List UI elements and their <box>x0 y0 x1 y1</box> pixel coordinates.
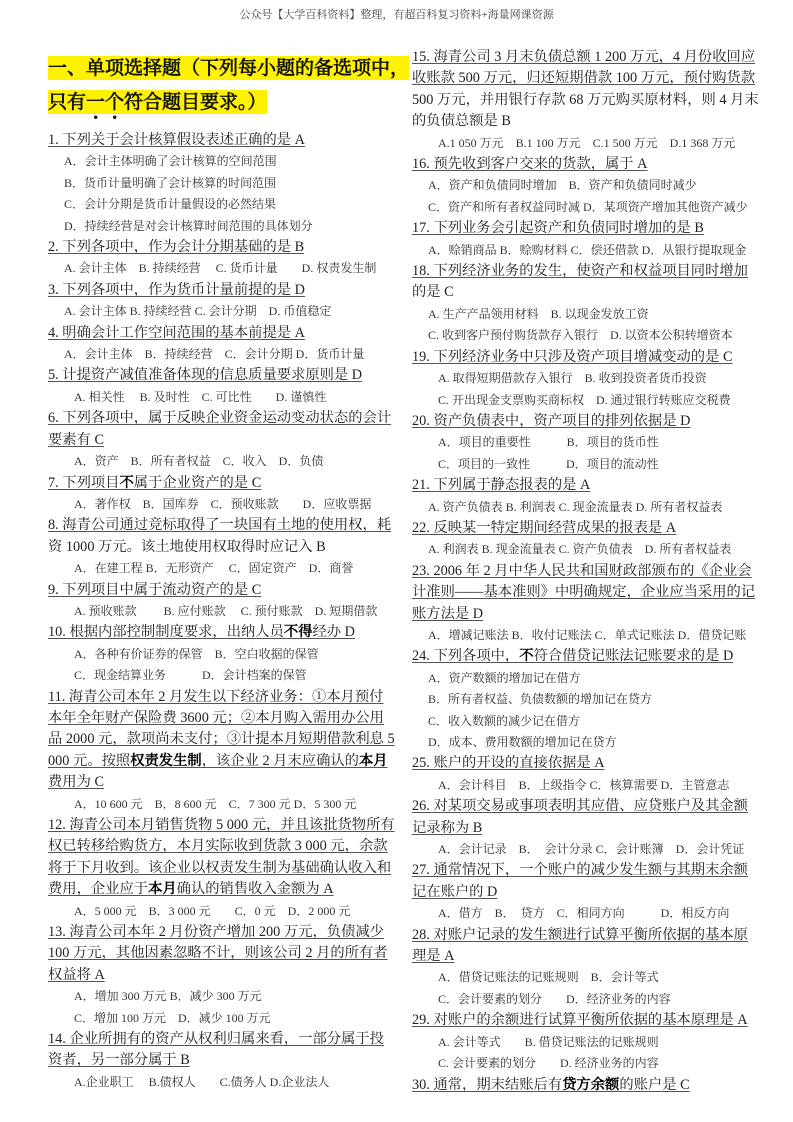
stem-text: 11. 海青公司本年 2 月发生以下经济业务：①本月预付 <box>48 688 384 705</box>
question-stem-line <box>48 473 393 494</box>
answer-options-line: A．在建工程 B．无形资产 C．固定资产 D．商誉 <box>74 561 354 576</box>
question-stem-line <box>412 925 757 946</box>
question-item <box>412 518 757 561</box>
question-stem-line <box>412 860 757 881</box>
question-stem-line <box>412 218 757 239</box>
question-item <box>48 280 393 323</box>
question-stem-line <box>48 515 393 536</box>
question-stem-line <box>412 475 757 496</box>
question-stem-line <box>412 882 757 903</box>
question-stem-line <box>412 946 757 967</box>
question-item <box>48 473 393 516</box>
question-item <box>48 687 393 815</box>
question-list <box>412 47 757 1096</box>
question-item <box>412 796 757 860</box>
answer-options-line: A. 会计主体 B. 持续经营 C. 货币计量 D. 权责发生制 <box>64 261 377 276</box>
answer-options-line: A. 会计主体 B. 持续经营 C. 会计分期 D. 币值稳定 <box>64 304 332 319</box>
stem-text: 经办 D <box>312 624 355 641</box>
question-stem-line <box>412 411 757 432</box>
title-emphasis-text: 一个 <box>86 91 125 113</box>
stem-text: 符合借贷记账法记账要求的是 D <box>533 648 734 665</box>
question-item <box>48 1029 393 1093</box>
answer-options-line: A.1 050 万元 B.1 100 万元 C.1 500 万元 D.1 368 万元 <box>438 135 736 150</box>
section-title <box>48 52 410 120</box>
question-stem-line <box>48 751 393 772</box>
stem-text: 25. 账户的开设的直接依据是 A <box>412 755 605 772</box>
question-stem-line <box>48 708 393 729</box>
question-stem-line <box>48 729 393 750</box>
title-text: 符合题目要求。） <box>124 91 267 113</box>
answer-options-line: A. 利润表 B. 现金流量表 C. 资产负债表 D. 所有者权益表 <box>428 542 732 557</box>
question-stem-line <box>48 943 393 964</box>
answer-options-line: A．会计记录 B． 会计分录 C．会计账簿 D．会计凭证 <box>438 842 745 857</box>
question-stem-line <box>412 753 757 774</box>
title-text: 只有 <box>48 91 87 113</box>
stem-text: 10. 根据内部控制制度要求，出纳人员 <box>48 624 284 641</box>
stem-text: 2. 下列各项中，作为会计分期基础的是 B <box>48 239 305 256</box>
answer-options-line: A．借方 B． 贷方 C．相同方向 D．相反方向 <box>438 906 730 921</box>
stem-text: 15. 海青公司 3 月末负债总额 1 200 万元，4 月份收回应 <box>412 49 756 65</box>
question-item <box>48 580 393 623</box>
page-header-watermark: 公众号【大学百科资料】整理，有超百科复习资料+海量网课资源 <box>239 9 554 21</box>
emphasized-text: 本月 <box>148 881 177 898</box>
question-stem-line <box>48 687 393 708</box>
stem-text: 7. 下列项目 <box>48 474 120 491</box>
stem-text: 14. 企业所拥有的资产从权利归属来看，一部分属于投 <box>48 1031 384 1048</box>
answer-options-line: A．赊销商品 B．赊购材料 C．偿还借款 D．从银行提取现金 <box>428 242 747 257</box>
stem-text: 的负债总额是 B <box>412 113 511 130</box>
stem-text: 收账款 500 万元，归还短期借款 100 万元，预付购货款 <box>412 70 756 87</box>
stem-text: 3. 下列各项中，作为货币计量前提的是 D <box>48 281 305 298</box>
stem-text: 000 元。按照 <box>48 752 131 769</box>
answer-options-line: D．持续经营是对会计核算时间范围的具体划分 <box>64 218 313 233</box>
question-stem-line <box>48 580 393 601</box>
question-item <box>412 753 757 796</box>
answer-options-line: A．会计主体 B．持续经营 C．会计分期 D．货币计量 <box>64 347 365 362</box>
answer-options-line: A．增加 300 万元 B．减少 300 万元 <box>74 989 262 1004</box>
stem-text: 28. 对账户记录的发生额进行试算平衡所依据的基本原 <box>412 926 748 943</box>
stem-text: 资 1000 万元。该土地使用权取得时应记入 B <box>48 538 326 555</box>
stem-text: 将于下月收到。该企业以权责发生制为基础确认收入和 <box>48 859 392 876</box>
answer-options-line: A.企业职工 B.债权人 C.债务人 D.企业法人 <box>74 1074 330 1089</box>
answer-options-line: C．资产和所有者权益同时减 D．某项资产增加其他资产减少 <box>428 199 748 214</box>
question-stem-line <box>412 111 757 132</box>
question-item <box>412 347 757 411</box>
emphasized-text: 不 <box>519 648 534 665</box>
stem-text: 5. 计提资产减值准备体现的信息质量要求原则是 D <box>48 367 363 384</box>
question-stem-line <box>48 365 393 386</box>
question-stem-line <box>48 130 393 151</box>
question-stem-line <box>412 604 757 625</box>
question-item <box>48 922 393 1029</box>
question-stem-line <box>48 537 393 558</box>
stem-text: 29. 对账户的余额进行试算平衡所依据的基本原理是 A <box>412 1012 748 1029</box>
stem-text: ，该企业 2 月末应确认的 <box>201 752 359 769</box>
question-item <box>412 561 757 647</box>
emphasized-text: 本月 <box>358 752 388 769</box>
stem-text: 费用为 C <box>48 774 105 791</box>
answer-options-line: C．收入数额的减少记在借方 <box>428 713 581 728</box>
question-stem-line <box>48 430 393 451</box>
stem-text: 26. 对某项交易或事项表明其应借、应贷账户及其金额 <box>412 798 748 815</box>
question-item <box>412 646 757 753</box>
question-stem-line <box>48 1050 393 1071</box>
section-title-line1: 一、单项选择题（下列每小题的备选项中， <box>48 57 410 79</box>
stem-text: 12. 海青公司本月销售货物 5 000 元，并且该批货物所有 <box>48 817 395 833</box>
question-stem-line <box>412 47 757 68</box>
answer-options-line: C. 会计要素的划分 D. 经济业务的内容 <box>438 1056 659 1071</box>
question-item <box>48 622 393 686</box>
stem-text: 18. 下列经济业务的发生，使资产和权益项目同时增加 <box>412 263 748 280</box>
question-stem-line <box>48 237 393 258</box>
question-item <box>412 261 757 347</box>
stem-text: 权益将 A <box>48 966 105 983</box>
answer-options-line: A. 生产产品领用材料 B. 以现金发放工资 <box>428 306 649 321</box>
question-stem-line <box>412 68 757 89</box>
question-stem-line <box>48 858 393 879</box>
answer-options-line: A．10 600 元 B．8 600 元 C．7 300 元 D．5 300 元 <box>74 796 357 811</box>
stem-text: 理是 A <box>412 948 455 965</box>
stem-text: 品 2000 元，款项尚未支付；③计提本月短期借款利息 5 <box>48 731 395 748</box>
question-stem-line <box>412 347 757 368</box>
answer-options-line: C. 收到客户预付购货款存入银行 D. 以资本公积转增资本 <box>428 328 733 343</box>
answer-options-line: C．项目的一致性 D．项目的流动性 <box>438 456 659 471</box>
question-item <box>412 860 757 924</box>
answer-options-line: A．会计科目 B．上级指令 C．核算需要 D．主管意志 <box>438 777 730 792</box>
stem-text: 17. 下列业务会引起资产和负债同时增加的是 B <box>412 220 704 237</box>
answer-options-line: A．资产和负债同时增加 B．资产和负债同时减少 <box>428 178 697 193</box>
stem-text: 费用，企业应于 <box>48 881 149 898</box>
question-item <box>48 365 393 408</box>
answer-options-line: B．货币计量明确了会计核算的时间范围 <box>64 175 277 190</box>
question-stem-line <box>412 154 757 175</box>
question-stem-line <box>412 90 757 111</box>
stem-text: 要素有 C <box>48 431 105 448</box>
question-item <box>412 154 757 218</box>
question-stem-line <box>48 772 393 793</box>
question-item <box>412 1075 757 1096</box>
stem-text: 16. 预先收到客户交来的货款，属于 A <box>412 156 648 173</box>
question-stem-line <box>48 815 393 836</box>
question-stem-line <box>412 646 757 667</box>
question-stem-line <box>48 622 393 643</box>
question-stem-line <box>48 879 393 900</box>
emphasized-text: 不 <box>119 474 134 491</box>
stem-text: 账方法是 D <box>412 605 484 622</box>
question-stem-line <box>48 1029 393 1050</box>
right-column <box>412 47 757 1096</box>
answer-options-line: A. 取得短期借款存入银行 B. 收到投资者货币投资 <box>438 371 707 386</box>
emphasized-text: 不得 <box>283 624 313 641</box>
question-item <box>412 411 757 475</box>
question-stem-line <box>48 280 393 301</box>
stem-text: 属于企业资产的是 C <box>133 474 262 491</box>
question-stem-line <box>412 818 757 839</box>
stem-text: 19. 下列经济业务中只涉及资产项目增减变动的是 C <box>412 348 733 365</box>
stem-text: 计准则——基本准则》中明确规定，企业应当采用的记 <box>412 584 756 601</box>
answer-options-line: A. 相关性 B. 及时性 C. 可比性 D. 谨慎性 <box>74 389 327 404</box>
answer-options-line: B．所有者权益、负债数额的增加记在贷方 <box>428 692 653 707</box>
answer-options-line: A. 资产负债表 B. 利润表 C. 现金流量表 D. 所有者权益表 <box>428 499 723 514</box>
stem-text: 确认的销售收入金额为 A <box>176 881 334 898</box>
stem-text: 500 万元，并用银行存款 68 万元购买原材料，则 4 月末 <box>412 91 759 108</box>
stem-text: 27. 通常情况下，一个账户的减少发生额与其期末余额 <box>412 862 748 879</box>
question-stem-line <box>48 323 393 344</box>
answer-options-line: A．5 000 元 B．3 000 元 C．0 元 D．2 000 元 <box>74 903 351 918</box>
answer-options-line: C．增加 100 万元 D．减少 100 万元 <box>74 1010 271 1025</box>
answer-options-line: A．资产 B．所有者权益 C．收入 D．负债 <box>74 454 324 469</box>
section-title-line2 <box>48 90 267 114</box>
stem-text: 9. 下列项目中属于流动资产的是 C <box>48 581 262 598</box>
stem-text: 1. 下列关于会计核算假设表述正确的是 A <box>48 132 305 148</box>
question-list <box>48 130 393 1093</box>
question-stem-line <box>412 518 757 539</box>
question-stem-line <box>48 836 393 857</box>
answer-options-line: A．会计主体明确了会计核算的空间范围 <box>64 154 277 169</box>
question-item <box>412 925 757 1011</box>
stem-text: 23. 2006 年 2 月中华人民共和国财政部颁布的《企业会 <box>412 562 752 579</box>
question-stem-line <box>48 965 393 986</box>
stem-text: 100 万元，其他因素忽略不计，则该公司 2 月的所有者 <box>48 945 388 962</box>
stem-text: 8. 海青公司通过竞标取得了一块国有土地的使用权，耗 <box>48 517 392 534</box>
stem-text: 记录称为 B <box>412 819 483 836</box>
stem-text: 6. 下列各项中，属于反映企业资金运动变动状态的会计 <box>48 410 392 427</box>
left-column <box>48 52 410 1093</box>
question-stem-line <box>48 408 393 429</box>
question-stem-line <box>412 561 757 582</box>
question-stem-line <box>412 282 757 303</box>
answer-options-line: C．现金结算业务 D．会计档案的保管 <box>74 668 307 683</box>
question-stem-line <box>412 261 757 282</box>
question-item <box>412 1010 757 1074</box>
stem-text: 的账户是 C <box>619 1076 690 1093</box>
stem-text: 24. 下列各项中， <box>412 648 520 665</box>
answer-options-line: A．增减记账法 B．收付记账法 C．单式记账法 D．借贷记账 <box>428 627 747 642</box>
answer-options-line: C．会计分期是货币计量假设的必然结果 <box>64 197 277 212</box>
question-item <box>412 47 757 154</box>
question-item <box>412 475 757 518</box>
stem-text: 记在账户的 D <box>412 883 498 900</box>
answer-options-line: A．项目的重要性 B．项目的货币性 <box>438 435 659 450</box>
stem-text: 资者，另一部分属于 B <box>48 1052 190 1069</box>
question-stem-line <box>412 582 757 603</box>
stem-text: 的是 C <box>412 284 454 301</box>
answer-options-line: A．资产数额的增加记在借方 <box>428 670 581 685</box>
question-stem-line <box>412 1010 757 1031</box>
answer-options-line: A. 会计等式 B. 借贷记账法的记账规则 <box>438 1034 659 1049</box>
emphasized-text: 权责发生制 <box>130 752 202 769</box>
question-item <box>48 515 393 579</box>
question-item <box>48 815 393 922</box>
emphasized-text: 贷方余额 <box>562 1076 620 1093</box>
answer-options-line: A．各种有价证券的保管 B．空白收据的保管 <box>74 646 319 661</box>
stem-text: 30. 通常，期末结账后有 <box>412 1076 563 1093</box>
question-item <box>48 130 393 237</box>
question-item <box>48 408 393 472</box>
stem-text: 20. 资产负债表中，资产项目的排列依据是 D <box>412 412 691 429</box>
stem-text: 21. 下列属于静态报表的是 A <box>412 477 591 494</box>
answer-options-line: A．借贷记账法的记账规则 B．会计等式 <box>438 970 659 985</box>
answer-options-line: D．成本、费用数额的增加记在贷方 <box>428 735 617 749</box>
stem-text: 权已转移给购货方，本月实际收到货款 3 000 元，余款 <box>48 838 388 855</box>
question-stem-line <box>48 922 393 943</box>
question-item <box>48 323 393 366</box>
answer-options-line: A. 预收账款 B. 应付账款 C. 预付账款 D. 短期借款 <box>74 603 378 618</box>
question-item <box>48 237 393 280</box>
answer-options-line: A．著作权 B．国库券 C．预收账款 D．应收票据 <box>74 496 372 511</box>
question-item <box>412 218 757 261</box>
stem-text: 22. 反映某一特定期间经营成果的报表是 A <box>412 519 677 536</box>
stem-text: 本年全年财产保险费 3600 元；②本月购入需用办公用 <box>48 709 384 726</box>
answer-options-line: C．会计要素的划分 D．经济业务的内容 <box>438 991 671 1006</box>
question-stem-line <box>412 796 757 817</box>
stem-text: 4. 明确会计工作空间范围的基本前提是 A <box>48 324 305 341</box>
stem-text: 13. 海青公司本年 2 月份资产增加 200 万元，负债减少 <box>48 924 384 941</box>
question-stem-line <box>412 1075 757 1096</box>
answer-options-line: C. 开出现金支票购买商标权 D. 通过银行转账应交税费 <box>438 392 731 407</box>
